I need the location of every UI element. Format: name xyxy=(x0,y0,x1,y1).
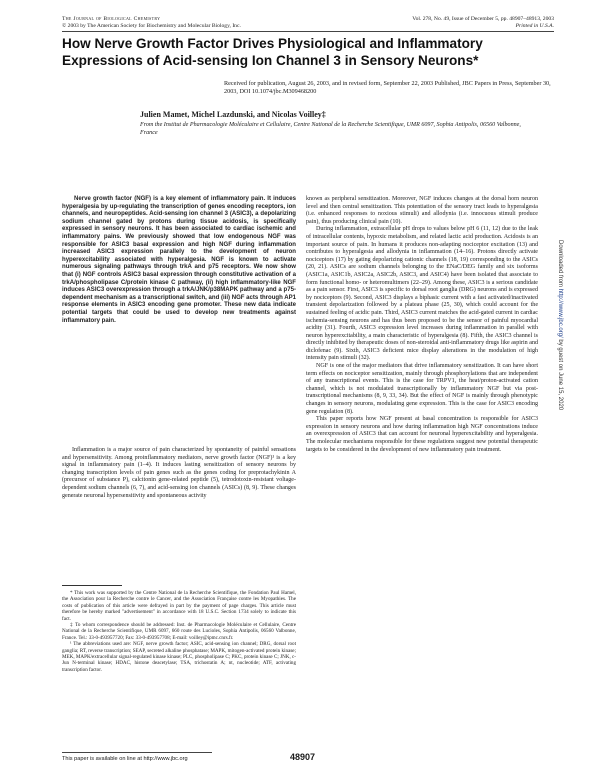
body-paragraph: NGF is one of the major mediators that drive inflammatory sensitization. It can have short term effects on nociceptor sensitization, mainly through phosphorylations that are independent of any transcriptional events. This is the case for TRPV1, the heat/proton-activated cation channel, which is not modulated transcriptionally by inflammatory NGF but via post-transcriptional mechanisms (8, 9, 33, 34). But the effect of NGF is mainly through phenotypic changes in sensory neurons, modulating gene expression. This is the case for ASIC3 encoding gene regulation (8). xyxy=(306,363,538,415)
footnote-funding: * This work was supported by the Centre National de la Recherche Scientifique, the Fondation Paul Hamel, the Association pour la Recherche contre le Cancer, and the Association Française contre les Myopathies. The costs of publication of this article were defrayed in part by the payment of page charges. This article must therefore be hereby marked "advertisement" in accordance with 18 U.S.C. Section 1734 solely to indicate this fact. xyxy=(62,590,296,622)
body-paragraph: This paper reports how NGF present at basal concentration is responsible for ASIC3 expression in sensory neurons and how during inflammation high NGF concentrations induce an overexpression of ASIC3 that can account for neuronal hyperexcitability and hyperalgesia. The molecular mechanisms responsible for these regulations suggest new potential therapeutic targets to be considered in the development of new inflammatory pain treatment. xyxy=(306,416,538,453)
affiliation: From the Institut de Pharmacologie Moléculaire et Cellulaire, Centre National de la Recherche Scientifique, UMR 6097, Sophia Antipolis, 06560 Valbonne, France xyxy=(140,122,521,136)
article-title: How Nerve Growth Factor Drives Physiological and Inflammatory Expressions of Acid-sensing Ion Channel 3 in Sensory Neurons* xyxy=(62,36,483,68)
abstract: Nerve growth factor (NGF) is a key element of inflammatory pain. It induces hyperalgesia by up-regulating the transcription of genes encoding receptors, ion channels, and neuropeptides. Acid-sensing ion channel 3 (ASIC3), a depolarizing sodium channel gated by protons during tissue acidosis, is specifically expressed in sensory neurons. It has been associated to cardiac ischemic and inflammatory pains. We previously showed that low endogenous NGF was responsible for ASIC3 basal expression and high NGF during inflammation increased ASIC3 expression parallely to the development of neuron hyperexcitability associated with hyperalgesia. NGF is known to activate numerous signaling pathways through trkA and p75 receptors. We now show that (i) NGF controls ASIC3 basal expression through constitutive activation of a trkA/phospholipase C/protein kinase C pathway, (ii) high inflammatory-like NGF induces ASIC3 overexpression through a trkA/JNK/p38MAPK pathway and a p75-dependent mechanism as a transcriptional switch, and (iii) NGF acts through AP1 response elements in ASIC3 encoding gene promoter. These new data indicate potential targets that could be used to develop new treatments against inflammatory pain. xyxy=(62,196,296,324)
header-rule xyxy=(62,31,554,32)
volume-issue: Vol. 278, No. 49, Issue of December 5, pp. 48907–48913, 2003 xyxy=(412,16,554,22)
footnote-correspondence: ‡ To whom correspondence should be addressed: Inst. de Pharmacologie Moléculaire et Cellulaire, Centre National de la Recherche Scientifique, UMR 6097, 660 route des Lucioles, Sophia Antipolis, 06560 Valbonne, France. Tel.: 33-0-493957720; Fax: 33-0-493957708; E-mail: voilley@ipmc.cnrs.fr. xyxy=(62,622,296,641)
footnote-rule xyxy=(62,585,122,586)
printed-in: Printed in U.S.A. xyxy=(515,23,554,29)
footnotes xyxy=(62,590,296,673)
journal-name: The Journal of Biological Chemistry xyxy=(62,16,161,22)
copyright-line: © 2003 by The American Society for Biochemistry and Molecular Biology, Inc. xyxy=(62,23,241,29)
right-column xyxy=(306,196,538,454)
running-header-left xyxy=(62,16,241,30)
intro-paragraph: Inflammation is a major source of pain characterized by spontaneity of painful sensations and hypersensitivity. Among proinflammatory mediators, nerve growth factor (NGF)¹ is a key signal in inflammatory pain (1–4). It induces lasting sensitization of sensory neurons by changing transcription levels of pain genes such as the genes coding for preprotachykinin A (precursor of substance P), calcitonin gene-related peptide (5), tetrodotoxin-resistant voltage-dependent sodium channels (6, 7), and acid-sensing ion channels (ASICs) (8, 9). These changes generate neuronal hypersensitivity and spontaneous activity xyxy=(62,447,296,499)
author-list: Julien Mamet, Michel Lazdunski, and Nicolas Voilley‡ xyxy=(140,110,326,119)
publication-history: Received for publication, August 26, 2003, and in revised form, September 22, 2003 Published, JBC Papers in Press, September 30, 2003, DOI 10.1074/jbc.M309468200 xyxy=(224,80,551,95)
footnote-abbreviations: ¹ The abbreviations used are: NGF, nerve growth factor; ASIC, acid-sensing ion channel; DRG, dorsal root ganglia; RT, reverse transcription; SEAP, secreted alkaline phosphatase; MAPK, mitogen-activated protein kinase; MEK, MAPK/extracellular signal-regulated kinase kinase; PLC, phospholipase C; PKC, protein kinase C; JNK, c-Jun N-terminal kinase; HDAC, histone deacetylase; TSA, trichostatin A; nt, nucleotide; ATF, activating transcription factor. xyxy=(62,641,296,673)
download-stamp-link[interactable]: http://www.jbc.org/ xyxy=(557,288,563,338)
footer-rule xyxy=(62,752,212,753)
download-stamp xyxy=(557,240,563,540)
download-stamp-suffix: by guest on June 15, 2020 xyxy=(557,337,563,411)
availability-note: This paper is available on line at http://www.jbc.org xyxy=(62,756,188,762)
body-paragraph: During inflammation, extracellular pH drops to values below pH 6 (11, 12) due to the leak of intracellular contents, hypoxic metabolism, and related lactic acid production. Acidosis is an important source of pain. In humans it produces non-adapting nociceptor excitation (13) and contributes to hyperalgesia and allodynia in inflammation (14–16). Protons directly activate nociceptors (17) by gating depolarizing cationic channels (18, 19) corresponding to the ASICs (20, 21). ASICs are sodium channels belonging to the ENaC/DEG family and six isoforms (ASIC1a, ASIC1b, ASIC2a, ASIC2b, ASIC3, and ASIC4) have been isolated that associate to form functional homo- or heteromultimers (22–29). Among these, ASIC3 is a serious candidate as a pain sensor. First, ASIC3 is specific to dorsal root ganglia (DRG) neurons and is expressed by nociceptors (9). Second, ASIC3 displays a biphasic current with a fast activated/inactivated transient depolarization followed by a plateau phase (25, 30), which could account for the sustained feeling of acidic pain. Third, ASIC3 current matches the acid-gated current in cardiac ischemia-sensing neurons and has thus been proposed to be the sensor of painful myocardial acidity (31). Fourth, ASIC3 expression level increases during inflammation in parallel with neuron hyperexcitability, a main characteristic of hyperalgesia (8). Fifth, the ASIC3 channel is directly inhibited by therapeutic doses of non-steroidal anti-inflammatory drugs like aspirin and diclofenac (9). Sixth, ASIC3 deficient mice display alterations in the modulation of high intensity pain stimuli (32). xyxy=(306,226,538,362)
running-header-right xyxy=(412,16,554,30)
download-stamp-prefix: Downloaded from xyxy=(557,240,563,289)
body-paragraph: known as peripheral sensitization. Moreover, NGF induces changes at the dorsal horn neuron level and then central sensitization. This potentiation of the sensory tract leads to hyperalgesia (i.e. enhanced responses to noxious stimuli) and allodynia (i.e. innocuous stimuli produce pain), thus producing clinical pain (10). xyxy=(306,196,538,225)
page-number: 48907 xyxy=(290,752,316,762)
